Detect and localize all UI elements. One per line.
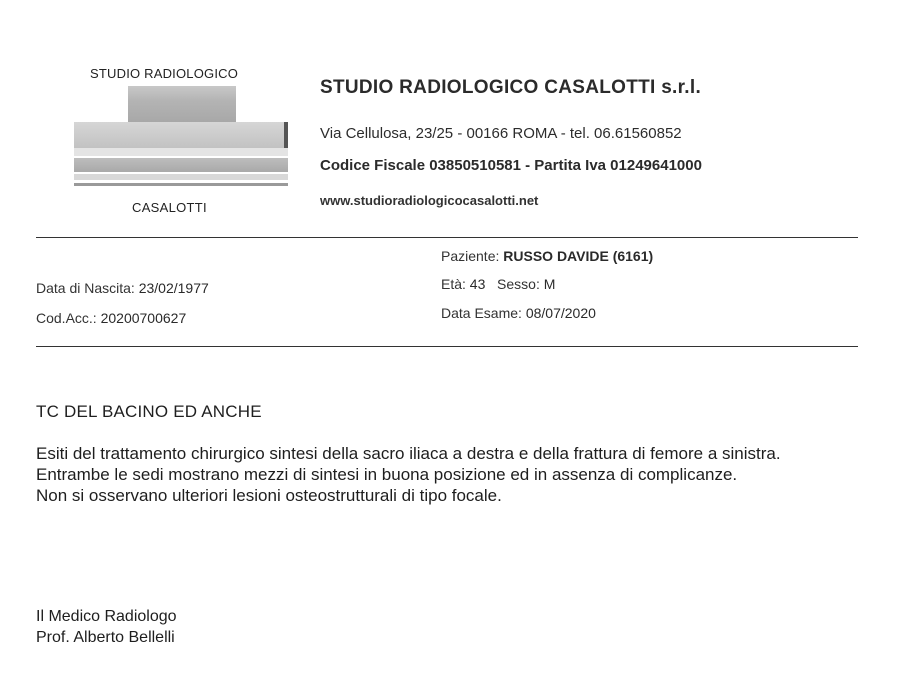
logo-block-middle xyxy=(74,122,288,148)
exam-date-label: Data Esame: xyxy=(441,305,522,321)
logo-band-pale xyxy=(74,174,288,180)
website-link[interactable]: www.studioradiologicocasalotti.net xyxy=(320,193,539,208)
studio-address: Via Cellulosa, 23/25 - 00166 ROMA - tel. 06.61560852 xyxy=(320,125,682,142)
birth-date-label: Data di Nascita: xyxy=(36,280,135,296)
signature-name: Prof. Alberto Bellelli xyxy=(36,629,175,646)
report-paragraph: Entrambe le sedi mostrano mezzi di sintesi in buona posizione ed in assenza di complicanze. xyxy=(36,465,738,484)
codacc-value: 20200700627 xyxy=(100,310,187,326)
birth-date-value: 23/02/1977 xyxy=(138,280,209,296)
age-value: 43 xyxy=(469,276,486,292)
logo-block-top xyxy=(128,86,236,122)
sex-value: M xyxy=(543,276,556,292)
logo-band-dark xyxy=(74,158,288,172)
codacc-row xyxy=(36,310,186,326)
patient-name-value: RUSSO DAVIDE (6161) xyxy=(503,248,654,264)
age-sex-row xyxy=(441,276,555,292)
signature-role: Il Medico Radiologo xyxy=(36,608,177,625)
age-label: Età: xyxy=(441,276,466,292)
fiscal-info: Codice Fiscale 03850510581 - Partita Iva 01249641000 xyxy=(320,157,702,174)
logo-top-text: STUDIO RADIOLOGICO xyxy=(90,66,239,81)
header-divider xyxy=(36,237,858,238)
exam-date-row xyxy=(441,305,596,321)
logo-base-line xyxy=(74,183,288,186)
report-paragraph: Non si osservano ulteriori lesioni osteostrutturali di tipo focale. xyxy=(36,486,502,505)
report-body xyxy=(36,443,866,506)
report-paragraph: Esiti del trattamento chirurgico sintesi della sacro iliaca a destra e della frattura di femore a sinistra. xyxy=(36,444,781,463)
patient-divider xyxy=(36,346,858,347)
studio-name: STUDIO RADIOLOGICO CASALOTTI s.r.l. xyxy=(320,77,702,98)
birth-date-row xyxy=(36,280,209,296)
sex-label: Sesso: xyxy=(497,276,540,292)
exam-title: TC DEL BACINO ED ANCHE xyxy=(36,402,262,421)
exam-date-value: 08/07/2020 xyxy=(525,305,596,321)
patient-name-row xyxy=(441,248,653,264)
codacc-label: Cod.Acc.: xyxy=(36,310,97,326)
logo-band-light xyxy=(74,148,288,156)
logo-bottom-text: CASALOTTI xyxy=(132,200,207,215)
studio-logo xyxy=(70,86,292,194)
patient-name-label: Paziente: xyxy=(441,248,500,264)
